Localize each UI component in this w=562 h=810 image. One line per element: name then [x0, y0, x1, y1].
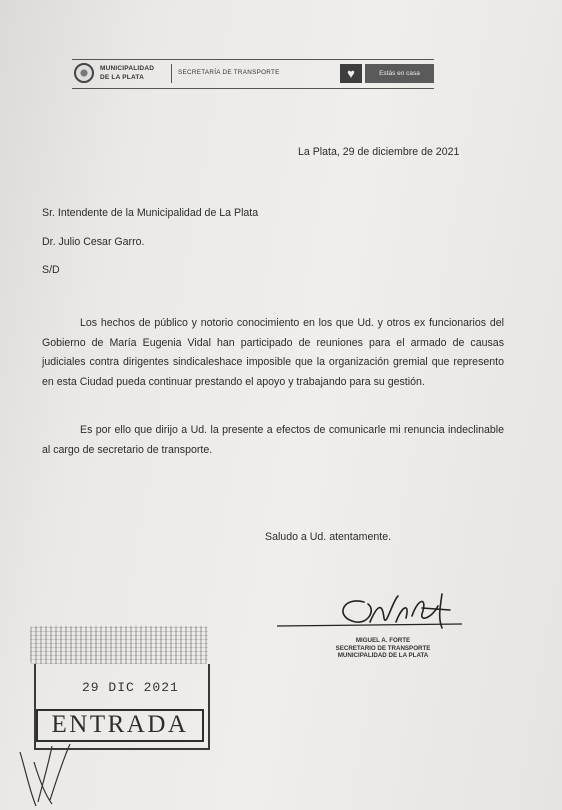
signature-block: [328, 637, 438, 660]
signer-title: SECRETARIO DE TRANSPORTE: [335, 644, 431, 652]
recipient-line1: Sr. Intendente de la Municipalidad de La Plata: [42, 207, 259, 219]
signer-institution: MUNICIPALIDAD DE LA PLATA: [337, 652, 429, 660]
stamp-date: 29 DIC 2021: [82, 680, 179, 695]
place-date: La Plata, 29 de diciembre de 2021: [298, 146, 460, 158]
heart-icon: ♥: [340, 64, 362, 83]
municipality-line2: DE LA PLATA: [100, 74, 144, 81]
handwritten-scrawl: [12, 742, 92, 810]
stamp-smudge: [30, 626, 208, 664]
letterhead: [72, 59, 434, 89]
municipal-seal-icon: [74, 63, 94, 83]
stamp-entrada: ENTRADA: [36, 709, 204, 742]
body-paragraph-2: Es por ello que dirijo a Ud. la presente a efectos de comunicarle mi renuncia indeclinable al cargo de secretario de transporte.: [42, 424, 504, 456]
municipality-line1: MUNICIPALIDAD: [100, 65, 155, 72]
municipality-name: [100, 64, 154, 82]
body-paragraph-1: Los hechos de público y notorio conocimiento en los que Ud. y otros ex funcionarios del Gobierno de María Eugenia Vidal han participado de reuniones para el armado de causas judiciales contra dirigentes sindicalеshace imposible que la organización gremial que represento en esta Ciudad pueda continuar prestando el apoyo y trabajando para su gestión.: [42, 317, 504, 388]
salutation: S/D: [42, 264, 60, 276]
secretaria-name: SECRETARÍA DE TRANSPORTE: [178, 69, 280, 76]
recipient-line2: Dr. Julio Cesar Garro.: [42, 236, 145, 248]
letterhead-divider: [171, 64, 172, 83]
handwritten-signature: [272, 588, 472, 640]
campaign-badge: Estás en casa: [365, 64, 434, 83]
signer-name: MIGUEL A. FORTE: [355, 637, 411, 644]
closing: Saludo a Ud. atentamente.: [265, 531, 392, 543]
